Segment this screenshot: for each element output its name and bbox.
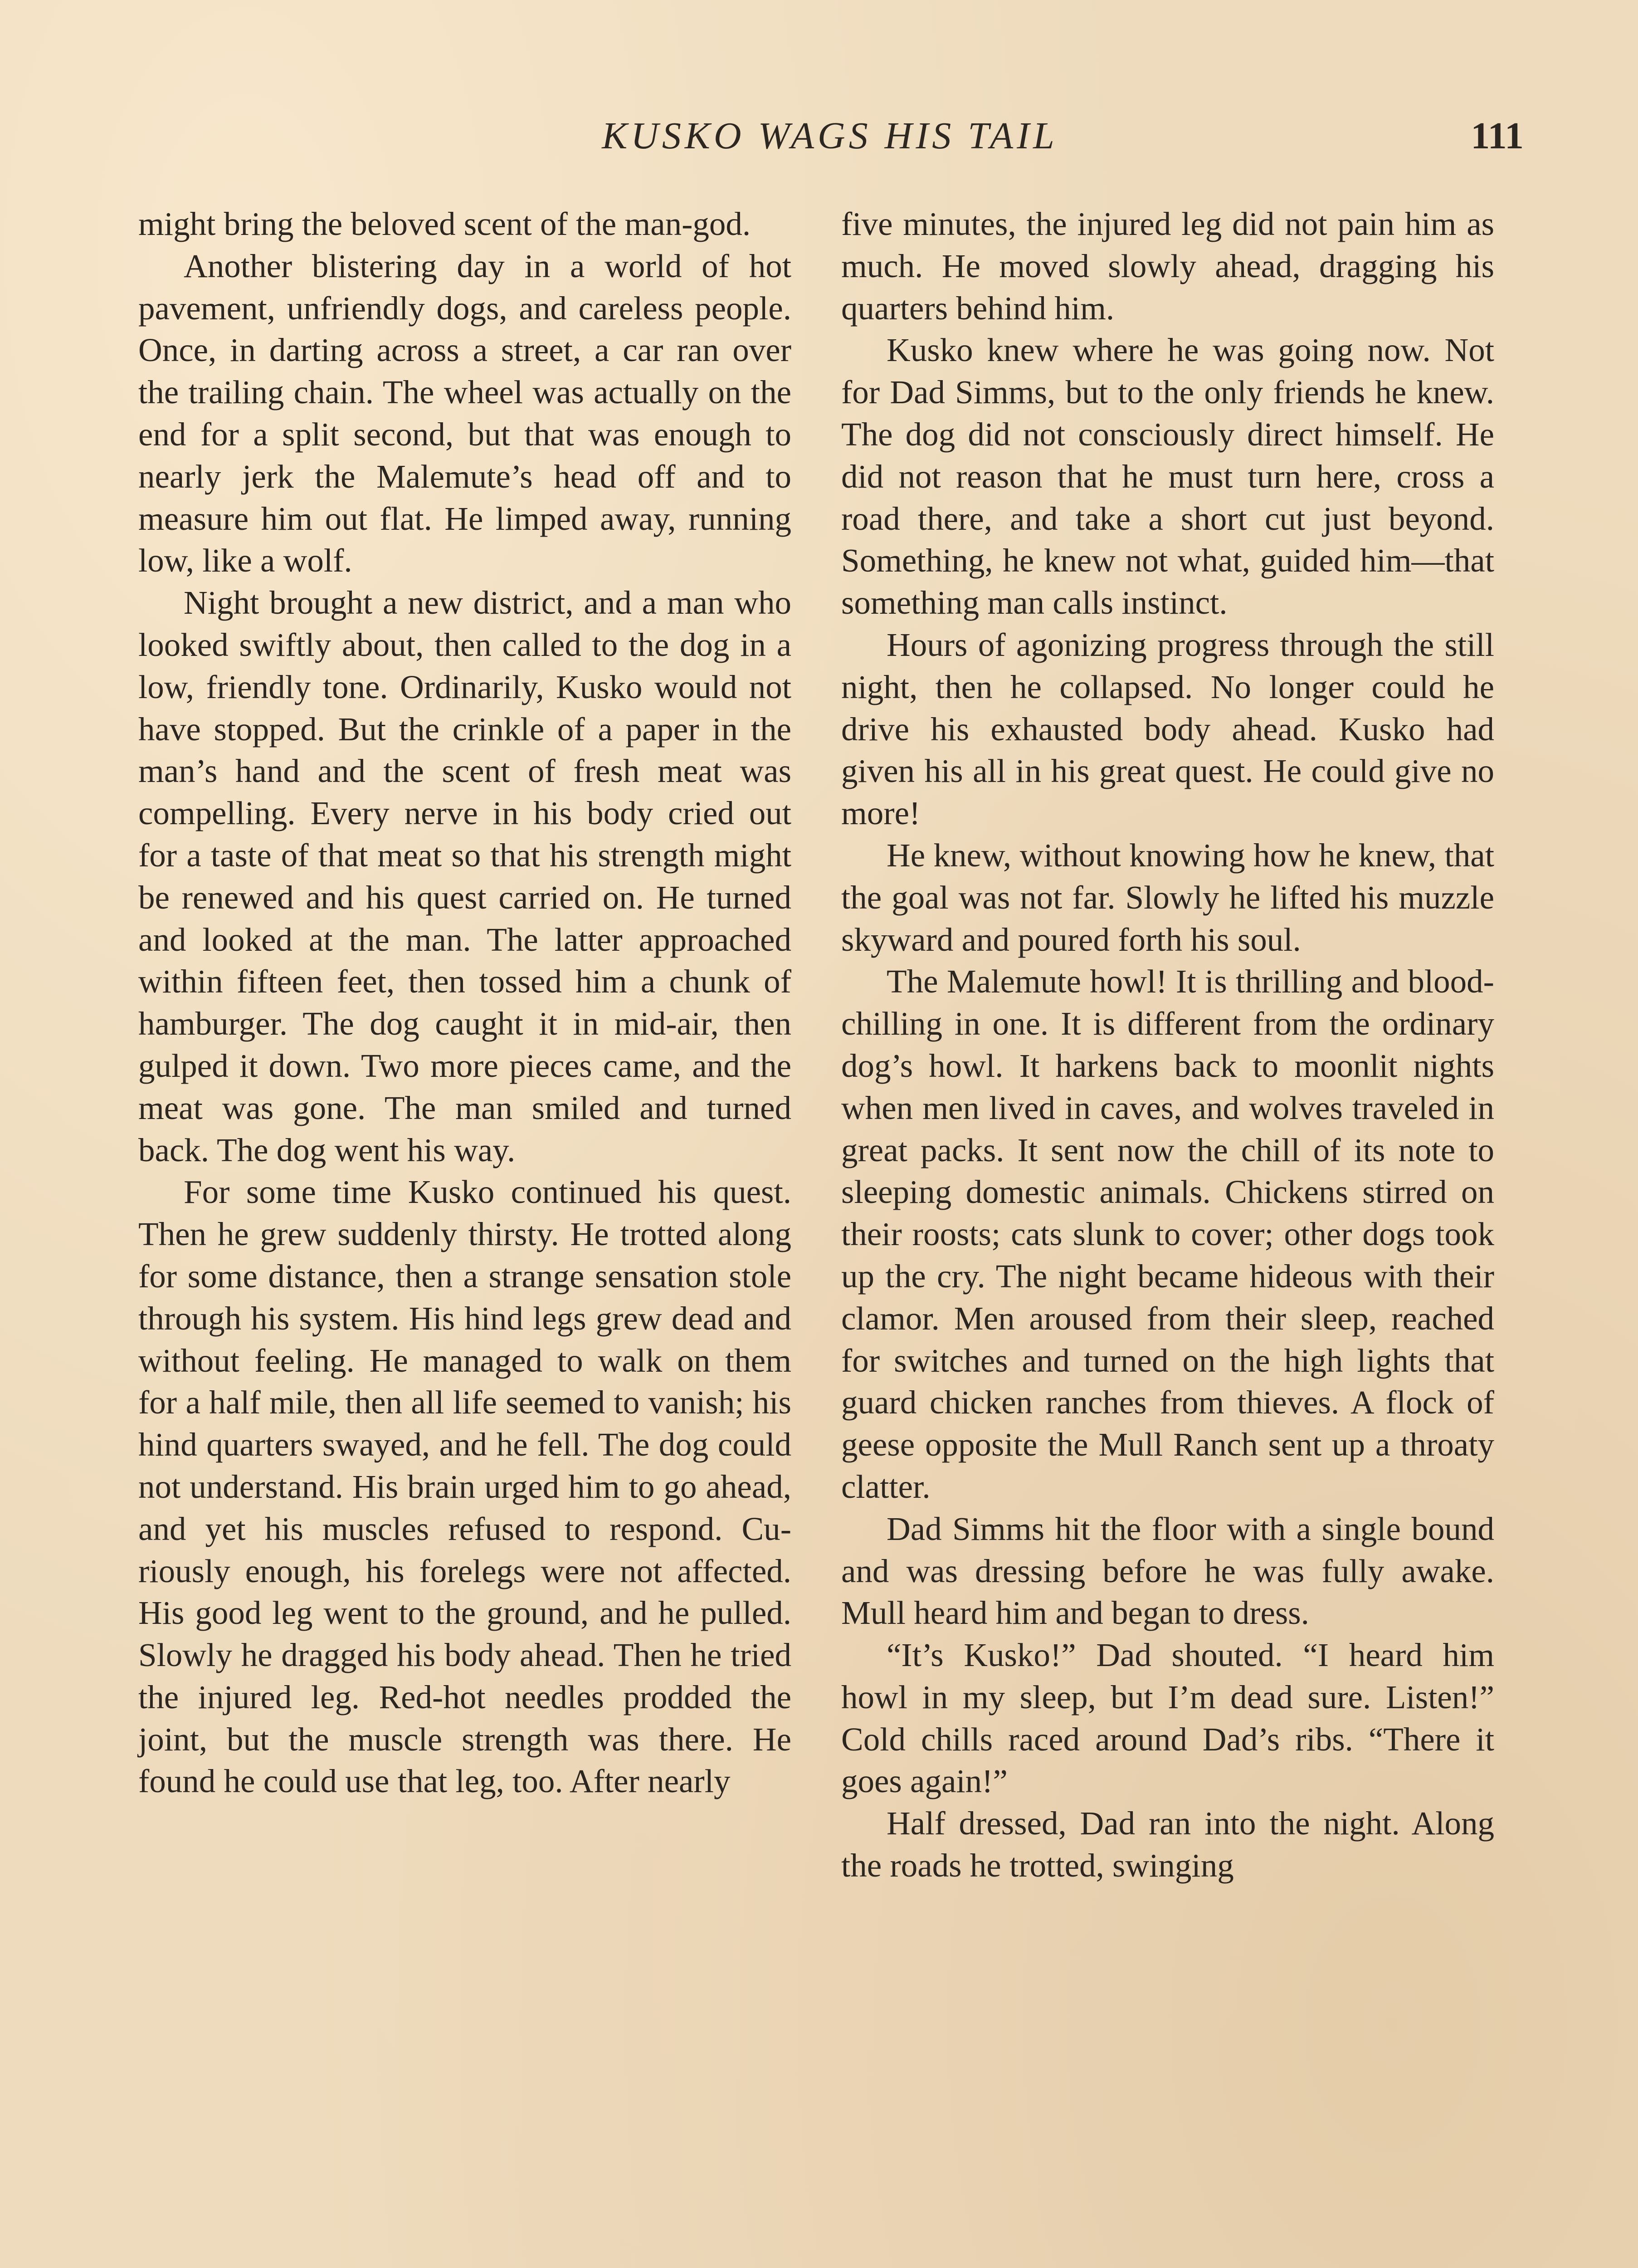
paragraph: Night brought a new district, and a man who looked swiftly about, then called to the dog in a low, friendly tone. Ordinarily, Kusko would not have stopped. But the crinkle of a paper in the man’s hand and the scent of fresh meat was compelling. Every nerve in his body cried out for a taste of that meat so that his strength might be renewed and his quest carried on. He turned and looked at the man. The latter approached within fifteen feet, then tossed him a chunk of hamburger. The dog caught it in mid-air, then gulped it down. Two more pieces came, and the meat was gone. The man smiled and turned back. The dog went his way.: [138, 584, 791, 1168]
paragraph: Another blistering day in a world of hot pavement, unfriendly dogs, and careless people. Once, in darting across a street, a car ran over the trailing chain. The wheel was actually on the end for a split second, but that was enough to nearly jerk the Malemute’s head off and to measure him out flat. He limped away, running low, like a wolf.: [138, 247, 791, 579]
paragraph: five minutes, the injured leg did not pain him as much. He moved slowly ahead, dragging his quarters behind him.: [841, 205, 1494, 327]
paragraph: Half dressed, Dad ran into the night. Along the roads he trotted, swinging: [841, 1805, 1494, 1884]
paragraph: might bring the beloved scent of the man-god.: [138, 205, 751, 242]
page-number: 111: [1471, 115, 1524, 157]
paragraph: The Malemute howl! It is thrilling and blood-chilling in one. It is different from the ordinary dog’s howl. It harkens back to moonlit nights when men lived in caves, and wolves traveled in great packs. It sent now the chill of its note to sleeping domestic animals. Chickens stirred on their roosts; cats slunk to cover; other dogs took up the cry. The night became hideous with their clamor. Men aroused from their sleep, reached for switches and turned on the high lights that guard chicken ranches from thieves. A flock of geese opposite the Mull Ranch sent up a throaty clatter.: [841, 963, 1494, 1505]
left-column: [138, 203, 791, 1803]
page-header: [136, 109, 1524, 177]
paragraph: Hours of agonizing progress through the still night, then he collapsed. No longer could he drive his exhausted body ahead. Kusko had given his all in his great quest. He could give no more!: [841, 626, 1494, 832]
paragraph: For some time Kusko continued his quest. Then he grew suddenly thirsty. He trotted along for some distance, then a strange sensation stole through his system. His hind legs grew dead and without feeling. He managed to walk on them for a half mile, then all life seemed to vanish; his hind quarters swayed, and he fell. The dog could not understand. His brain urged him to go ahead, and yet his muscles refused to respond. Curiously enough, his forelegs were not affected. His good leg went to the ground, and he pulled. Slowly he dragged his body ahead. Then he tried the injured leg. Red-hot needles prodded the joint, but the muscle strength was there. He found he could use that leg, too. After nearly: [138, 1173, 791, 1800]
right-column: [841, 203, 1494, 1887]
paragraph: Kusko knew where he was going now. Not for Dad Simms, but to the only friends he knew. The dog did not consciously direct himself. He did not reason that he must turn here, cross a road there, and take a short cut just beyond. Something, he knew not what, guided him—that something man calls instinct.: [841, 332, 1494, 621]
running-head: KUSKO WAGS HIS TAIL: [602, 115, 1058, 157]
paragraph: Dad Simms hit the floor with a single bound and was dressing before he was fully awake. Mull heard him and began to dress.: [841, 1510, 1494, 1632]
paragraph: “It’s Kusko!” Dad shouted. “I heard him howl in my sleep, but I’m dead sure. Listen!” Cold chills raced around Dad’s ribs. “There it goes again!”: [841, 1637, 1494, 1800]
paragraph: He knew, without knowing how he knew, that the goal was not far. Slowly he lifted his muzzle skyward and poured forth his soul.: [841, 836, 1494, 958]
